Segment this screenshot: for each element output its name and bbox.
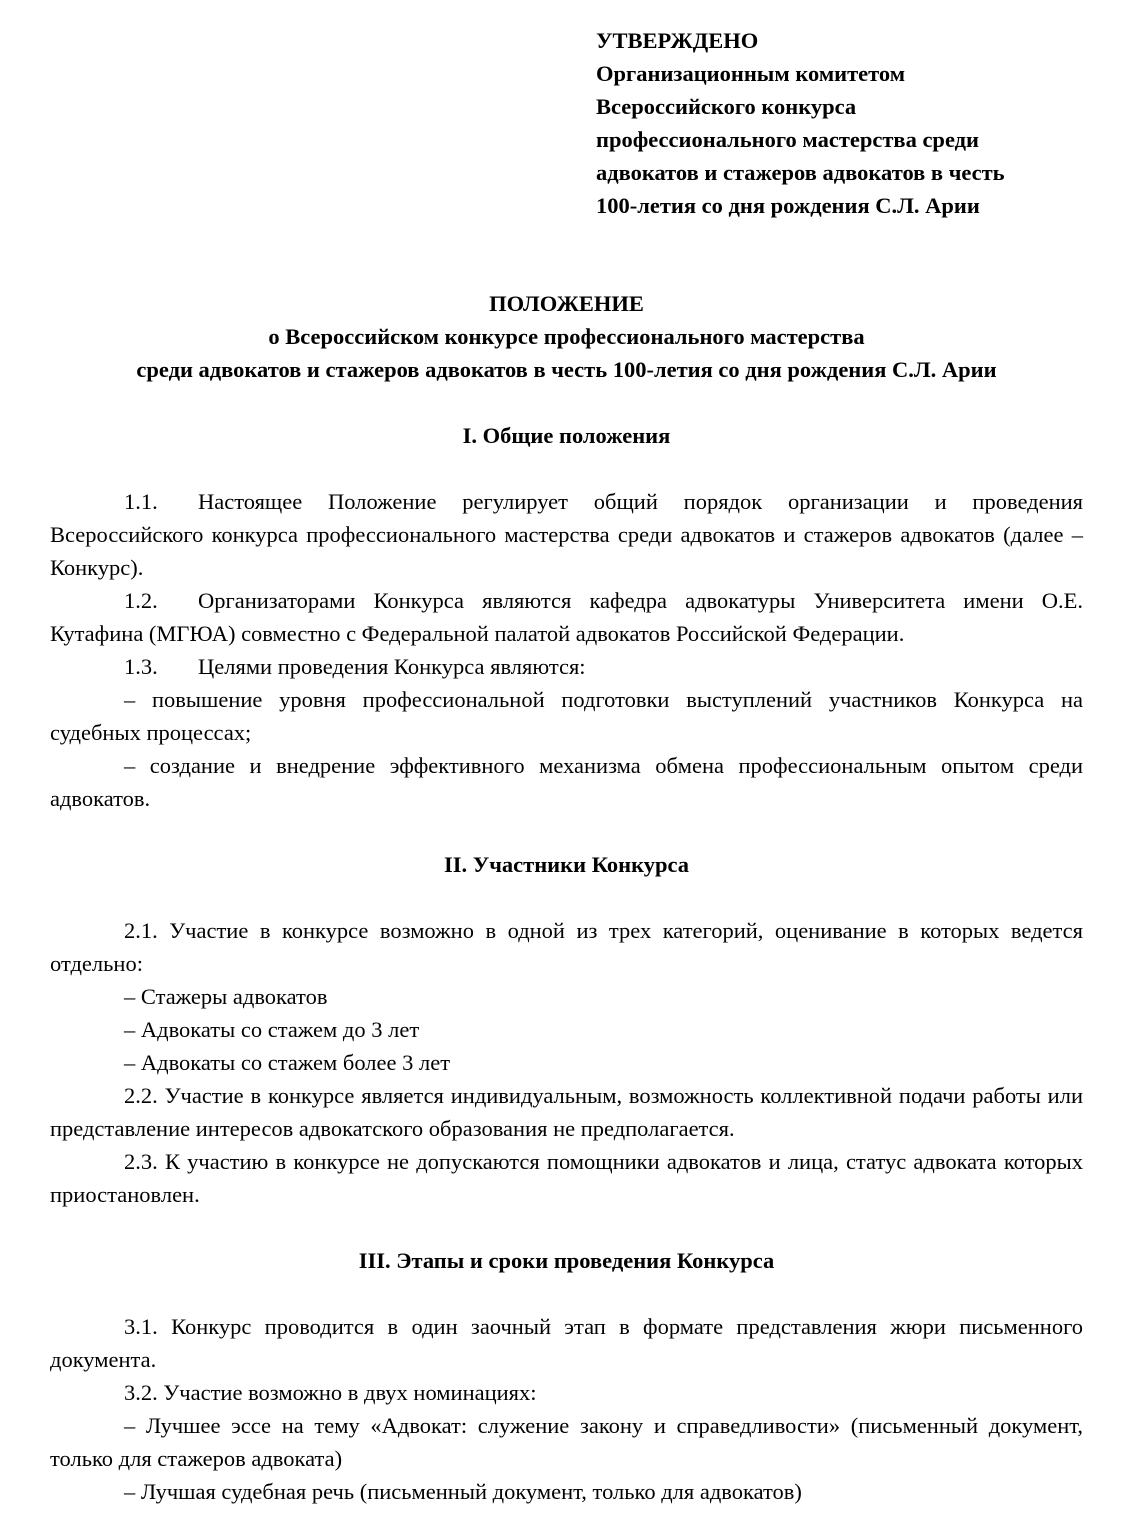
approval-line: 100-летия со дня рождения С.Л. Арии (596, 193, 980, 218)
title-line-3: среди адвокатов и стажеров адвокатов в честь 100-летия со дня рождения С.Л. Арии (136, 357, 997, 382)
clause-1-3 (50, 650, 1083, 683)
section-2-heading: II. Участники Конкурса (443, 852, 690, 877)
clause-1-2 (50, 584, 1083, 650)
section-3-heading: III. Этапы и сроки проведения Конкурса (358, 1248, 775, 1273)
category-item: – Адвокаты со стажем до 3 лет (124, 1017, 420, 1042)
approval-line: Организационным комитетом (596, 61, 906, 86)
clause-text: Организаторами Конкурса являются кафедра адвокатуры Университета имени О.Е. Кутафина (МГЮА) совместно с Федеральной палатой адвокатов Российской Федерации. (50, 588, 1083, 646)
clause-text: Целями проведения Конкурса являются: (198, 654, 586, 679)
category-item: – Адвокаты со стажем более 3 лет (124, 1050, 451, 1075)
approval-line: адвокатов и стажеров адвокатов в честь (596, 160, 1005, 185)
goal-item: – создание и внедрение эффективного механизма обмена профессиональным опытом среди адвокатов. (50, 753, 1083, 811)
approval-line: Всероссийского конкурса (596, 94, 857, 119)
section-1-heading: I. Общие положения (462, 423, 671, 448)
clause-2-1: 2.1. Участие в конкурсе возможно в одной из трех категорий, оценивание в которых ведется отдельно: (50, 918, 1083, 976)
clause-1-1 (50, 485, 1083, 584)
approval-stamp (596, 24, 1116, 222)
clause-3-2: 3.2. Участие возможно в двух номинациях: (124, 1380, 537, 1405)
clause-text: Настоящее Положение регулирует общий порядок организации и проведения Всероссийского конкурса профессионального мастерства среди адвокатов и стажеров адвокатов (далее – Конкурс). (50, 489, 1083, 580)
goal-item: – повышение уровня профессиональной подготовки выступлений участников Конкурса на судебных процессах; (50, 687, 1083, 745)
approval-line: профессионального мастерства среди (596, 127, 979, 152)
clause-2-3: 2.3. К участию в конкурсе не допускаются помощники адвокатов и лица, статус адвоката которых приостановлен. (50, 1149, 1083, 1207)
category-item: – Стажеры адвокатов (124, 984, 328, 1009)
nomination-item: – Лучшее эссе на тему «Адвокат: служение закону и справедливости» (письменный документ, только для стажеров адвоката) (50, 1413, 1083, 1471)
document-body (50, 287, 1083, 1508)
document-title (50, 287, 1083, 386)
title-line-2: о Всероссийском конкурсе профессионального мастерства (268, 324, 865, 349)
clause-3-1: 3.1. Конкурс проводится в один заочный этап в формате представления жюри письменного документа. (50, 1314, 1083, 1372)
clause-number: 1.3. (124, 654, 158, 679)
clause-number: 1.2. (124, 588, 158, 613)
approval-line: УТВЕРЖДЕНО (596, 28, 759, 53)
clause-number: 1.1. (124, 489, 158, 514)
clause-2-2: 2.2. Участие в конкурсе является индивидуальным, возможность коллективной подачи работы или представление интересов адвокатского образования не предполагается. (50, 1083, 1083, 1141)
title-line-1: ПОЛОЖЕНИЕ (489, 291, 644, 316)
nomination-item: – Лучшая судебная речь (письменный документ, только для адвокатов) (124, 1479, 802, 1504)
